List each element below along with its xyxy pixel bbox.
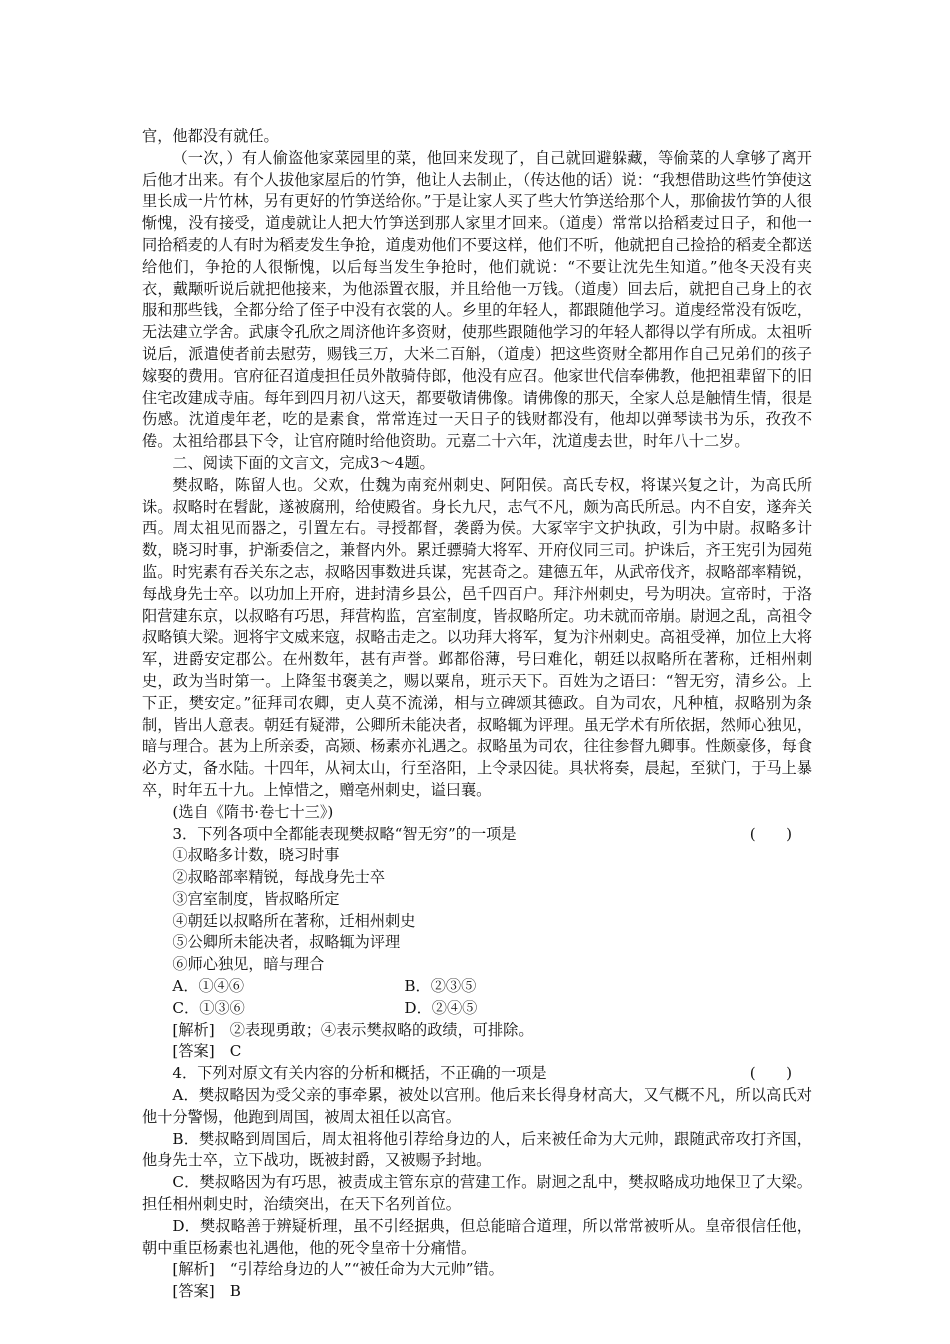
question-3-item: ④朝廷以叔略所在著称，迁相州刺史 bbox=[172, 911, 416, 930]
question-3-bracket: ( ) bbox=[749, 824, 792, 843]
question-4-choice-a: A．樊叔略因为受父亲的事牵累，被处以宫刑。他后来长得身材高大，又气概不凡，所以高氏对他十分警惕，他跑到周国，被周太祖任以高官。 bbox=[142, 1086, 812, 1126]
question-3-item: ②叔略部率精锐，每战身先士卒 bbox=[172, 868, 386, 887]
question-3-stem bbox=[142, 824, 812, 846]
question-3-options-row bbox=[142, 976, 812, 998]
classical-passage: 樊叔略，陈留人也。父欢，仕魏为南兖州刺史、阿阳侯。高氏专权，将谋兴复之计，为高氏所诛。叔略时在髫龀，遂被腐刑，给使殿省。身长九尺，志气不凡，颇为高氏所忌。内不自安，遂奔关西。周太祖见而器之，引置左右。寻授都督，袭爵为侯。大冢宰宇文护执政，引为中尉。叔略多计数，晓习时事，护渐委信之，兼督内外。累迁骠骑大将军、开府仪同三司。护诛后，齐王宪引为园苑监。时宪素有吞关东之志，叔略因事数进兵谋，宪甚奇之。建德五年，从武帝伐齐，叔略部率精锐，每战身先士卒。以功加上开府，进封清乡县公，邑千四百户。拜汴州刺史，号为明决。宣帝时，于洛阳营建东京，以叔略有巧思，拜营构监，宫室制度，皆叔略所定。功未就而帝崩。尉迥之乱，高祖令叔略镇大梁。迥将宇文威来寇，叔略击走之。以功拜大将军，复为汴州刺史。高祖受禅，加位上大将军，进爵安定郡公。在州数年，甚有声誉。邺都俗薄，号曰难化，朝廷以叔略所在著称，迁相州刺史，政为当时第一。上降玺书褒美之，赐以粟帛，班示天下。百姓为之语曰：“智无穷，清乡公。上下正，樊安定。”征拜司农卿，吏人莫不流涕，相与立碑颂其德政。自为司农，凡种植，叔略别为条制，皆出人意表。朝廷有疑滞，公卿所未能决者，叔略辄为评理。虽无学术有所依据，然师心独见，暗与理合。甚为上所亲委，高颎、杨素亦礼遇之。叔略虽为司农，往往参督九卿事。性颇豪侈，每食必方丈，备水陆。十四年，从祠太山，行至洛阳，上令录囚徒。具状将奏，晨起，至狱门，于马上暴卒，时年五十九。上悼惜之，赠亳州刺史，谥曰襄。 bbox=[142, 475, 812, 799]
question-3-text: 3．下列各项中全都能表现樊叔略“智无穷”的一项是 bbox=[172, 824, 517, 843]
question-4-choice-c: C．樊叔略因为有巧思，被责成主管东京的营建工作。尉迥之乱中，樊叔略成功地保卫了大梁。担任相州刺史时，治绩突出，在天下名列首位。 bbox=[142, 1173, 812, 1214]
question-4-stem bbox=[142, 1063, 812, 1085]
question-3-item: ①叔略多计数，晓习时事 bbox=[172, 846, 340, 865]
question-3-option-b: B．②③⑤ bbox=[404, 977, 477, 996]
intro-fragment: 官，他都没有就任。 bbox=[142, 127, 279, 145]
question-3-option-c: C．①③⑥ bbox=[172, 998, 245, 1017]
question-4-choice-b: B．樊叔略到周国后，周太祖将他引荐给身边的人，后来被任命为大元帅，跟随武帝攻打齐国，他身先士卒，立下战功，既被封爵，又被赐予封地。 bbox=[142, 1129, 812, 1170]
question-4-text: 4．下列对原文有关内容的分析和概括，不正确的一项是 bbox=[172, 1064, 547, 1083]
question-4-choice-d: D．樊叔略善于辨疑析理，虽不引经据典，但总能暗合道理，所以常常被听从。皇帝很信任他，朝中重臣杨素也礼遇他，他的死令皇帝十分痛惜。 bbox=[142, 1216, 812, 1257]
source-citation: (选自《隋书·卷七十三》) bbox=[172, 802, 334, 821]
question-4-answer: [答案] B bbox=[172, 1282, 241, 1301]
document-body bbox=[142, 126, 812, 1303]
question-3-item: ⑤公卿所未能决者，叔略辄为评理 bbox=[172, 933, 401, 952]
question-3-answer: [答案] C bbox=[172, 1042, 242, 1061]
question-4-analysis: [解析] “引荐给身边的人”“被任命为大元帅”错。 bbox=[172, 1260, 504, 1279]
question-3-item: ③宫室制度，皆叔略所定 bbox=[172, 889, 340, 908]
question-3-options-row bbox=[142, 998, 812, 1020]
question-3-item: ⑥师心独见，暗与理合 bbox=[172, 955, 325, 974]
intro-translation: （一次，）有人偷盗他家菜园里的菜，他回来发现了，自己就回避躲藏，等偷菜的人拿够了离开后他才出来。有个人拔他家屋后的竹笋，他让人去制止，（传达他的话）说：“我想借助这些竹笋使这里长成一片竹林，另有更好的竹笋送给你。”于是让家人买了些大竹笋送给那个人，那偷拔竹笋的人很惭愧，没有接受，道虔就让人把大竹笋送到那人家里才回来。（道虔）常常以拾稻麦过日子，和他一同拾稻麦的人有时为稻麦发生争抢，道虔劝他们不要这样，他们不听，他就把自己捡拾的稻麦全都送给他们，争抢的人很惭愧，以后每当发生争抢时，他们就说：“不要让沈先生知道。”他冬天没有夹衣，戴颙听说后就把他接来，为他添置衣服，并且给他一万钱。（道虔）回去后，就把自己身上的衣服和那些钱，全都分给了侄子中没有衣裳的人。乡里的年轻人，都跟随他学习。道虔经常没有饭吃，无法建立学舍。武康令孔欣之周济他许多资财，使那些跟随他学习的年轻人都得以学有所成。太祖听说后，派遣使者前去慰劳，赐钱三万，大米二百斛，（道虔）把这些资财全都用作自己兄弟们的孩子嫁娶的费用。官府征召道虔担任员外散骑侍郎，他没有应召。他家世代信奉佛教，他把祖辈留下的旧住宅改建成寺庙。每年到四月初八这天，都要敬请佛像。请佛像的那天，全家人总是触情生情，很是伤感。沈道虔年老，吃的是素食，常常连过一天日子的钱财都没有，他却以弹琴读书为乐，孜孜不倦。太祖给郡县下令，让官府随时给他资助。元嘉二十六年，沈道虔去世，时年八十二岁。 bbox=[142, 148, 812, 451]
question-3-option-d: D．②④⑤ bbox=[404, 998, 478, 1017]
question-3-analysis: [解析] ②表现勇敢；④表示樊叔略的政绩，可排除。 bbox=[172, 1020, 534, 1039]
section-heading: 二、阅读下面的文言文，完成3～4题。 bbox=[172, 453, 435, 472]
question-4-bracket: ( ) bbox=[749, 1064, 792, 1083]
question-3-option-a: A．①④⑥ bbox=[172, 977, 245, 996]
